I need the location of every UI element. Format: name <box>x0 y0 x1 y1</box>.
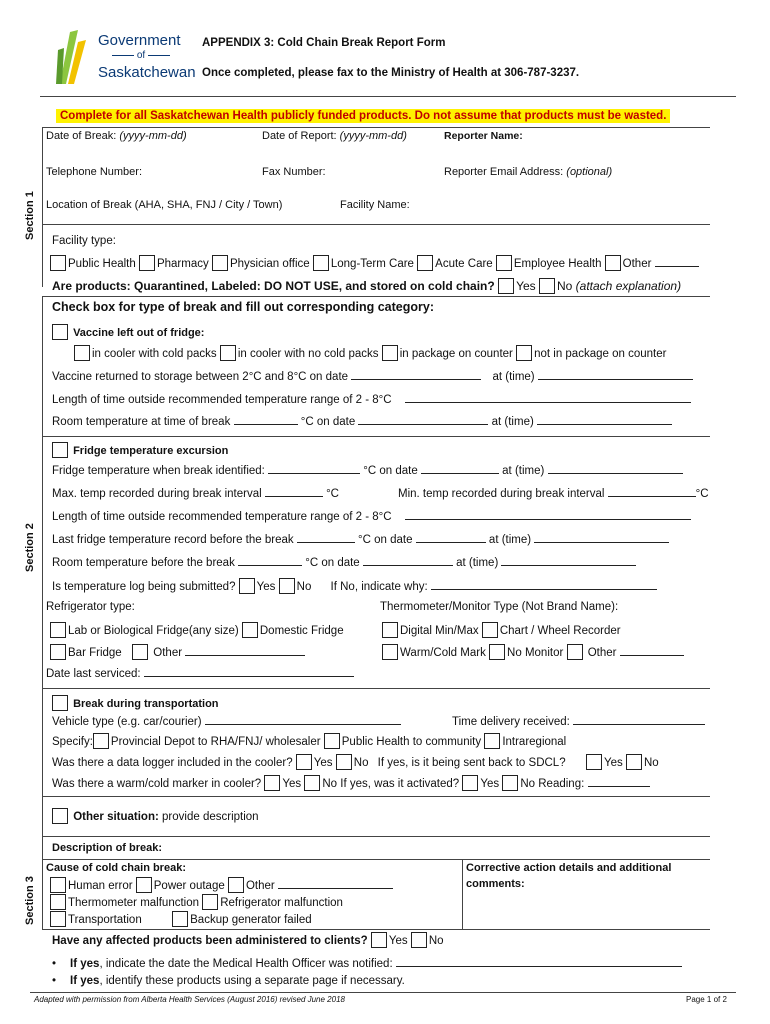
thermo-type-title: Thermometer/Monitor Type (Not Brand Name): <box>380 601 619 613</box>
opt-cooler-cold-packs[interactable]: in cooler with cold packs <box>74 348 217 360</box>
checkbox-icon[interactable] <box>279 578 295 594</box>
other-situation-option[interactable]: Other situation: provide description <box>52 808 259 824</box>
length-outside-row-2: Length of time outside recommended temperature range of 2 - 8°C <box>52 509 691 523</box>
administered-yes[interactable]: Yes <box>371 935 408 947</box>
bullet-mho: • If yes, indicate the date the Medical Health Officer was notified: <box>52 956 682 970</box>
fax-field[interactable]: Fax Number: <box>262 166 326 178</box>
facility-divider <box>42 224 710 225</box>
cause-label: Cause of cold chain break: <box>46 862 186 874</box>
checkbox-icon[interactable] <box>50 877 66 893</box>
log-reason-input[interactable] <box>431 579 657 590</box>
checkbox-icon[interactable] <box>482 622 498 638</box>
logo-government: Government <box>98 32 181 49</box>
min-temp-row: Min. temp recorded during break interval °C <box>398 488 709 500</box>
logo-saskatchewan: Saskatchewan <box>98 64 196 81</box>
section2-top <box>42 296 710 297</box>
checkbox-icon[interactable] <box>462 775 478 791</box>
section2-label: Section 2 <box>24 523 36 572</box>
marker-no[interactable]: No <box>304 778 337 790</box>
vaccine-out-option[interactable]: Vaccine left out of fridge: <box>52 324 204 340</box>
checkbox-icon[interactable] <box>605 255 621 271</box>
cause-other[interactable]: Other <box>228 880 393 892</box>
last-fridge-row: Last fridge temperature record before the break °C on date at (time) <box>52 532 669 546</box>
thermo-type-row2 <box>382 644 684 660</box>
thermo-none[interactable]: No Monitor <box>489 647 563 659</box>
checkbox-icon[interactable] <box>371 932 387 948</box>
thermo-chart[interactable]: Chart / Wheel Recorder <box>482 625 621 637</box>
thermo-other[interactable]: Other <box>567 647 684 659</box>
checkbox-icon[interactable] <box>567 644 583 660</box>
checkbox-icon[interactable] <box>52 808 68 824</box>
facility-other[interactable]: Other <box>605 258 699 270</box>
vaccine-storage-options <box>74 345 666 361</box>
checkbox-icon[interactable] <box>52 442 68 458</box>
length-outside-input-2[interactable] <box>405 509 691 520</box>
checkbox-icon[interactable] <box>382 644 398 660</box>
opt-package-counter[interactable]: in package on counter <box>382 348 513 360</box>
checkbox-icon[interactable] <box>516 345 532 361</box>
facility-employee[interactable]: Employee Health <box>496 258 602 270</box>
length-outside-input-1[interactable] <box>405 392 691 403</box>
description-label: Description of break: <box>52 842 163 854</box>
room-temp-time-input[interactable] <box>537 414 672 425</box>
fridge-bar[interactable]: Bar Fridge <box>50 647 122 659</box>
checkbox-icon[interactable] <box>417 255 433 271</box>
transport-divider <box>42 688 710 689</box>
marker-yes[interactable]: Yes <box>264 778 301 790</box>
page-number: Page 1 of 2 <box>686 995 727 1004</box>
break-type-heading: Check box for type of break and fill out corresponding category: <box>52 300 435 314</box>
section1-top <box>42 127 710 128</box>
checkbox-icon[interactable] <box>50 894 66 910</box>
mho-date-input[interactable] <box>396 956 682 967</box>
checkbox-icon[interactable] <box>586 754 602 770</box>
sdcl-yes[interactable]: Yes <box>586 757 623 769</box>
checkbox-icon[interactable] <box>50 255 66 271</box>
fridge-identified-input[interactable] <box>268 463 360 474</box>
section3-border <box>42 836 43 930</box>
checkbox-icon[interactable] <box>228 877 244 893</box>
time-received-row: Time delivery received: <box>452 714 705 728</box>
checkbox-icon[interactable] <box>264 775 280 791</box>
reporter-email-field[interactable]: Reporter Email Address: (optional) <box>444 166 613 178</box>
room-before-date-input[interactable] <box>363 555 453 566</box>
footer-rule <box>30 992 736 993</box>
administered-no[interactable]: No <box>411 935 444 947</box>
cause-row1 <box>50 877 393 893</box>
room-before-time-input[interactable] <box>501 555 636 566</box>
checkbox-icon[interactable] <box>239 578 255 594</box>
checkbox-icon[interactable] <box>626 754 642 770</box>
opt-not-package-counter[interactable]: not in package on counter <box>516 348 666 360</box>
checkbox-icon[interactable] <box>132 644 148 660</box>
date-of-break-field[interactable]: Date of Break: (yyyy-mm-dd) <box>46 130 187 142</box>
bullet-icon: • <box>52 958 57 970</box>
last-fridge-input[interactable] <box>297 532 355 543</box>
checkbox-icon[interactable] <box>172 911 188 927</box>
checkbox-icon[interactable] <box>313 255 329 271</box>
temp-log-row: Is temperature log being submitted? Yes No If No, indicate why: <box>52 578 657 594</box>
log-no[interactable]: No <box>279 581 312 593</box>
specify-intraregional[interactable]: Intraregional <box>484 736 566 748</box>
checkbox-icon[interactable] <box>411 932 427 948</box>
fridge-excursion-option[interactable]: Fridge temperature excursion <box>52 442 228 458</box>
returned-date-input[interactable] <box>351 369 481 380</box>
checkbox-icon[interactable] <box>539 278 555 294</box>
thermo-type-row1 <box>382 622 621 638</box>
checkbox-icon[interactable] <box>50 622 66 638</box>
opt-cooler-no-packs[interactable]: in cooler with no cold packs <box>220 348 379 360</box>
checkbox-icon[interactable] <box>242 622 258 638</box>
corrective-label: Corrective action details and additional <box>466 862 672 874</box>
section3-top <box>42 836 710 837</box>
returned-time-input[interactable] <box>538 369 693 380</box>
fridge-other[interactable]: Other <box>132 647 305 659</box>
vehicle-input[interactable] <box>205 714 401 725</box>
activated-no[interactable]: No <box>502 778 535 790</box>
room-temp-break-input[interactable] <box>234 414 298 425</box>
facility-name-field[interactable]: Facility Name: <box>340 199 410 211</box>
checkbox-icon[interactable] <box>502 775 518 791</box>
max-temp-row: Max. temp recorded during break interval °C <box>52 488 339 500</box>
max-temp-input[interactable] <box>265 486 323 497</box>
logger-yes[interactable]: Yes <box>296 757 333 769</box>
thermo-warmcold[interactable]: Warm/Cold Mark <box>382 647 486 659</box>
facility-ltc[interactable]: Long-Term Care <box>313 258 414 270</box>
checkbox-icon[interactable] <box>52 695 68 711</box>
cause-thermometer[interactable]: Thermometer malfunction <box>50 897 199 909</box>
specify-community[interactable]: Public Health to community <box>324 736 481 748</box>
cause-generator[interactable]: Backup generator failed <box>172 914 311 926</box>
checkbox-icon[interactable] <box>136 877 152 893</box>
data-logger-row: Was there a data logger included in the cooler? Yes No If yes, is it being sent back to SDCL? Yes No <box>52 754 659 770</box>
time-received-input[interactable] <box>573 714 705 725</box>
room-before-input[interactable] <box>238 555 302 566</box>
cause-row3 <box>50 911 312 927</box>
facility-physician[interactable]: Physician office <box>212 258 310 270</box>
section3-label: Section 3 <box>24 876 36 925</box>
section1-label: Section 1 <box>24 191 36 240</box>
checkbox-icon[interactable] <box>74 345 90 361</box>
section2-border <box>42 296 43 836</box>
fridge-divider <box>42 436 710 437</box>
wheat-logo-icon <box>52 28 92 86</box>
corrective-divider <box>462 859 463 930</box>
checkbox-icon[interactable] <box>52 324 68 340</box>
checkbox-icon[interactable] <box>484 733 500 749</box>
quarantine-no[interactable]: No (attach explanation) <box>539 279 681 293</box>
transport-option[interactable]: Break during transportation <box>52 695 219 711</box>
date-serviced-input[interactable] <box>144 666 354 677</box>
fridge-type-row2 <box>50 644 305 660</box>
facility-type-title: Facility type: <box>52 235 116 247</box>
form-subtitle: Once completed, please fax to the Ministry of Health at 306-787-3237. <box>202 67 580 79</box>
checkbox-icon[interactable] <box>220 345 236 361</box>
fridge-lab[interactable]: Lab or Biological Fridge(any size) <box>50 625 239 637</box>
room-before-row: Room temperature before the break °C on date at (time) <box>52 555 636 569</box>
location-field[interactable]: Location of Break (AHA, SHA, FNJ / City / Town) <box>46 199 283 211</box>
room-temp-break-row: Room temperature at time of break °C on date at (time) <box>52 414 672 428</box>
section3-bottom <box>42 929 710 930</box>
facility-acute[interactable]: Acute Care <box>417 258 493 270</box>
header-rule <box>40 96 736 97</box>
thermo-digital[interactable]: Digital Min/Max <box>382 625 479 637</box>
checkbox-icon[interactable] <box>93 733 109 749</box>
cause-refrigerator[interactable]: Refrigerator malfunction <box>202 897 343 909</box>
date-serviced-row: Date last serviced: <box>46 666 354 680</box>
form-title: APPENDIX 3: Cold Chain Break Report Form <box>202 37 446 49</box>
last-fridge-time-input[interactable] <box>534 532 669 543</box>
date-of-report-field[interactable]: Date of Report: (yyyy-mm-dd) <box>262 130 407 142</box>
quarantine-question: Are products: Quarantined, Labeled: DO NOT USE, and stored on cold chain? Yes No (attach explanation) <box>52 279 682 293</box>
marker-row: Was there a warm/cold marker in cooler? Yes No If yes, was it activated? Yes No Reading: <box>52 775 650 791</box>
checkbox-icon[interactable] <box>50 644 66 660</box>
room-temp-date-input[interactable] <box>358 414 488 425</box>
fridge-type-title: Refrigerator type: <box>46 601 135 613</box>
fridge-identified-time-input[interactable] <box>548 463 683 474</box>
logger-no[interactable]: No <box>336 757 369 769</box>
telephone-field[interactable]: Telephone Number: <box>46 166 143 178</box>
checkbox-icon[interactable] <box>498 278 514 294</box>
reading-input[interactable] <box>588 776 650 787</box>
logo-of: of <box>98 50 184 61</box>
bullet-icon: • <box>52 975 57 987</box>
quarantine-yes[interactable]: Yes <box>498 279 536 293</box>
checkbox-icon[interactable] <box>212 255 228 271</box>
fridge-type-row1 <box>50 622 344 638</box>
cause-row2 <box>50 894 343 910</box>
reporter-name-field[interactable]: Reporter Name: <box>444 130 523 142</box>
section1-border <box>42 127 43 287</box>
returned-storage-row: Vaccine returned to storage between 2°C and 8°C on date at (time) <box>52 369 693 383</box>
logo <box>52 28 196 88</box>
cause-divider <box>42 859 710 860</box>
checkbox-icon[interactable] <box>382 622 398 638</box>
cause-human[interactable]: Human error <box>50 880 133 892</box>
bullet-identify: • If yes, identify these products using a separate page if necessary. <box>52 975 405 987</box>
last-fridge-date-input[interactable] <box>416 532 486 543</box>
specify-row: Specify: Provincial Depot to RHA/FNJ/ wholesaler Public Health to community Intraregional <box>52 733 566 749</box>
footer-credit: Adapted with permission from Alberta Health Services (August 2016) revised June 2018 <box>34 995 345 1004</box>
checkbox-icon[interactable] <box>496 255 512 271</box>
fridge-domestic[interactable]: Domestic Fridge <box>242 625 344 637</box>
min-temp-input[interactable] <box>608 486 696 497</box>
fridge-identified-date-input[interactable] <box>421 463 499 474</box>
administered-question: Have any affected products been administered to clients? Yes No <box>52 932 444 948</box>
checkbox-icon[interactable] <box>202 894 218 910</box>
facility-pharmacy[interactable]: Pharmacy <box>139 258 209 270</box>
checkbox-icon[interactable] <box>336 754 352 770</box>
facility-type-options <box>50 255 699 271</box>
vehicle-row: Vehicle type (e.g. car/courier) <box>52 714 401 728</box>
checkbox-icon[interactable] <box>382 345 398 361</box>
fridge-identified-row: Fridge temperature when break identified: °C on date at (time) <box>52 463 683 477</box>
sdcl-no[interactable]: No <box>626 757 659 769</box>
cause-transport[interactable]: Transportation <box>50 914 142 926</box>
checkbox-icon[interactable] <box>139 255 155 271</box>
checkbox-icon[interactable] <box>296 754 312 770</box>
facility-public-health[interactable]: Public Health <box>50 258 136 270</box>
specify-depot[interactable]: Provincial Depot to RHA/FNJ/ wholesaler <box>93 736 321 748</box>
comments-label: comments: <box>466 878 525 890</box>
log-yes[interactable]: Yes <box>239 581 276 593</box>
cause-power[interactable]: Power outage <box>136 880 225 892</box>
activated-yes[interactable]: Yes <box>462 778 499 790</box>
checkbox-icon[interactable] <box>489 644 505 660</box>
checkbox-icon[interactable] <box>324 733 340 749</box>
checkbox-icon[interactable] <box>304 775 320 791</box>
checkbox-icon[interactable] <box>50 911 66 927</box>
instruction-banner: Complete for all Saskatchewan Health publicly funded products. Do not assume that products must be wasted. <box>56 109 670 123</box>
length-outside-row-1: Length of time outside recommended temperature range of 2 - 8°C <box>52 392 691 406</box>
other-divider <box>42 796 710 797</box>
